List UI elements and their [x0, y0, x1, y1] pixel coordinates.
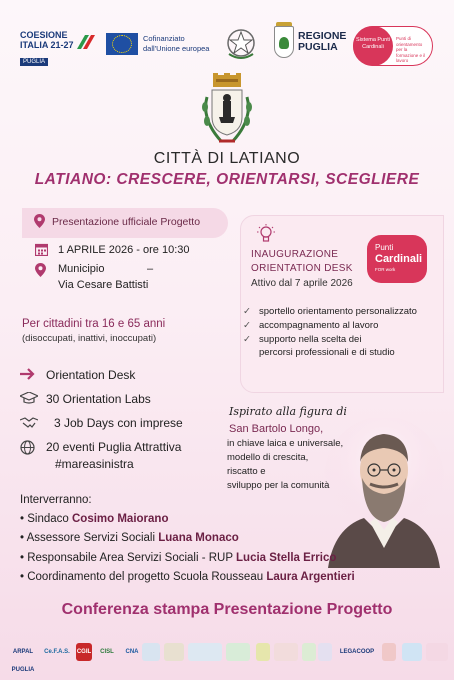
- page-subtitle: LATIANO: CRESCERE, ORIENTARSI, SCEGLIERE: [34, 171, 420, 188]
- checklist-item-continued: percorsi professionali e di studio: [259, 347, 395, 358]
- speaker-name: Cosimo Maiorano: [71, 513, 169, 525]
- eligibility-sub: (disoccupati, inattivi, inoccupati): [22, 333, 157, 344]
- desk-active-date: Attivo dal 7 aprile 2026: [251, 278, 353, 289]
- partner-logo: [402, 643, 422, 661]
- check-icon: ✓: [243, 334, 251, 345]
- eu-cofinanced-logo: [106, 33, 216, 57]
- calendar-icon: [35, 243, 48, 256]
- event-date: 1 APRILE 2026 - ore 10:30: [58, 244, 190, 256]
- puglia-shield-icon: [274, 26, 294, 58]
- punti-cardinali-badge: [367, 235, 427, 283]
- desk-heading-line1: INAUGURAZIONE: [251, 249, 339, 260]
- partner-logo: [274, 643, 298, 661]
- partner-logo: [142, 643, 160, 661]
- globe-icon: [20, 440, 35, 455]
- venue-dash: –: [147, 263, 154, 275]
- eu-line2: dall'Unione europea: [143, 44, 210, 53]
- partner-logo: CGIL: [76, 643, 92, 661]
- partner-logo: CNA: [125, 649, 139, 655]
- arrow-right-icon: [20, 368, 36, 380]
- coesione-region: PUGLIA: [20, 58, 48, 66]
- inspiration-name: San Bartolo Longo,: [229, 423, 324, 435]
- speaker-role: • Assessore Servizi Sociali: [20, 532, 159, 544]
- venue-line2: Via Cesare Battisti: [58, 279, 149, 291]
- partner-logo: CISL: [100, 649, 114, 655]
- coesione-title: COESIONE ITALIA 21-27: [20, 30, 74, 50]
- speaker-name: Luana Monaco: [158, 532, 239, 544]
- inspiration-line4: modello di crescita,: [227, 452, 309, 463]
- partner-logo: [426, 643, 448, 661]
- partner-logo: [188, 643, 222, 661]
- desk-heading-line2: ORIENTATION DESK: [251, 263, 353, 274]
- feature-labs: 30 Orientation Labs: [46, 392, 151, 406]
- lightbulb-icon: [257, 224, 275, 244]
- partner-logo: [318, 643, 332, 661]
- speaker-role: • Responsabile Area Servizi Sociali - RUP: [20, 552, 237, 564]
- spc-sub-text: Punti di orientamento per la formazione e il lavoro: [396, 36, 426, 63]
- partner-logo: [302, 643, 316, 661]
- puglia-line1: REGIONE: [298, 30, 347, 42]
- italian-republic-emblem-icon: [224, 24, 258, 62]
- latiano-crest-icon: [197, 73, 257, 149]
- speakers-title: Interverranno:: [20, 494, 92, 506]
- speaker-name: Laura Argentieri: [266, 571, 355, 583]
- partner-logo: [164, 643, 184, 661]
- feature-events: 20 eventi Puglia Attrattiva: [46, 440, 182, 454]
- speaker-role: • Coordinamento del progetto Scuola Rousseau: [20, 571, 267, 583]
- inspiration-line6: sviluppo per la comunità: [227, 480, 330, 491]
- checklist-item: sportello orientamento personalizzato: [259, 306, 417, 317]
- eligibility-main: Per cittadini tra 16 e 65 anni: [22, 318, 166, 330]
- eu-flag-icon: [106, 33, 138, 55]
- badge-line1: Punti: [375, 243, 394, 252]
- speaker-item: [20, 532, 239, 544]
- presentation-label: Presentazione ufficiale Progetto: [52, 216, 201, 228]
- spc-circle-text: Sistema Punti Cardinali: [353, 26, 393, 66]
- partner-logo: Ce.F.A.S.: [44, 649, 70, 655]
- venue-line1: Municipio: [58, 263, 105, 275]
- feature-hashtag: #mareasinistra: [55, 457, 134, 471]
- speaker-role: • Sindaco: [20, 513, 72, 525]
- venue-pin-icon: [35, 263, 46, 277]
- press-conference-title: Conferenza stampa Presentazione Progetto: [61, 601, 393, 618]
- badge-line3: FOR work: [375, 267, 396, 272]
- coesione-italia-logo: [20, 30, 100, 65]
- map-pin-icon: [34, 214, 45, 228]
- speaker-item: [20, 552, 336, 564]
- page-title: CITTÀ DI LATIANO: [153, 150, 301, 167]
- graduation-cap-icon: [20, 392, 38, 404]
- checklist-item: supporto nella scelta dei: [259, 334, 362, 345]
- check-icon: ✓: [243, 320, 251, 331]
- inspiration-line1: Ispirato alla figura di: [229, 405, 347, 418]
- checklist-item: accompagnamento al lavoro: [259, 320, 379, 331]
- feature-orientation-desk: Orientation Desk: [46, 368, 136, 382]
- handshake-icon: [20, 416, 38, 429]
- inspiration-line5: riscatto e: [227, 466, 266, 477]
- speaker-item: [20, 513, 168, 525]
- partner-logo: [256, 643, 270, 661]
- partner-logo: [382, 643, 396, 661]
- partner-logo: [226, 643, 250, 661]
- speaker-name: Lucia Stella Errico: [236, 552, 337, 564]
- check-icon: ✓: [243, 306, 251, 317]
- partner-logo: ARPAL PUGLIA: [11, 649, 35, 673]
- speaker-item: [20, 571, 355, 583]
- partner-logo: LEGACOOP: [339, 649, 375, 655]
- regione-puglia-logo: [274, 26, 350, 62]
- puglia-line2: PUGLIA: [298, 41, 338, 53]
- coesione-mark-icon: [75, 33, 97, 51]
- feature-job-days: 3 Job Days con imprese: [54, 416, 183, 430]
- badge-line2: Cardinali: [375, 253, 423, 265]
- inspiration-line3: in chiave laica e universale,: [227, 438, 344, 449]
- sistema-punti-cardinali-logo: [353, 26, 433, 66]
- eu-line1: Cofinanziato: [143, 34, 185, 43]
